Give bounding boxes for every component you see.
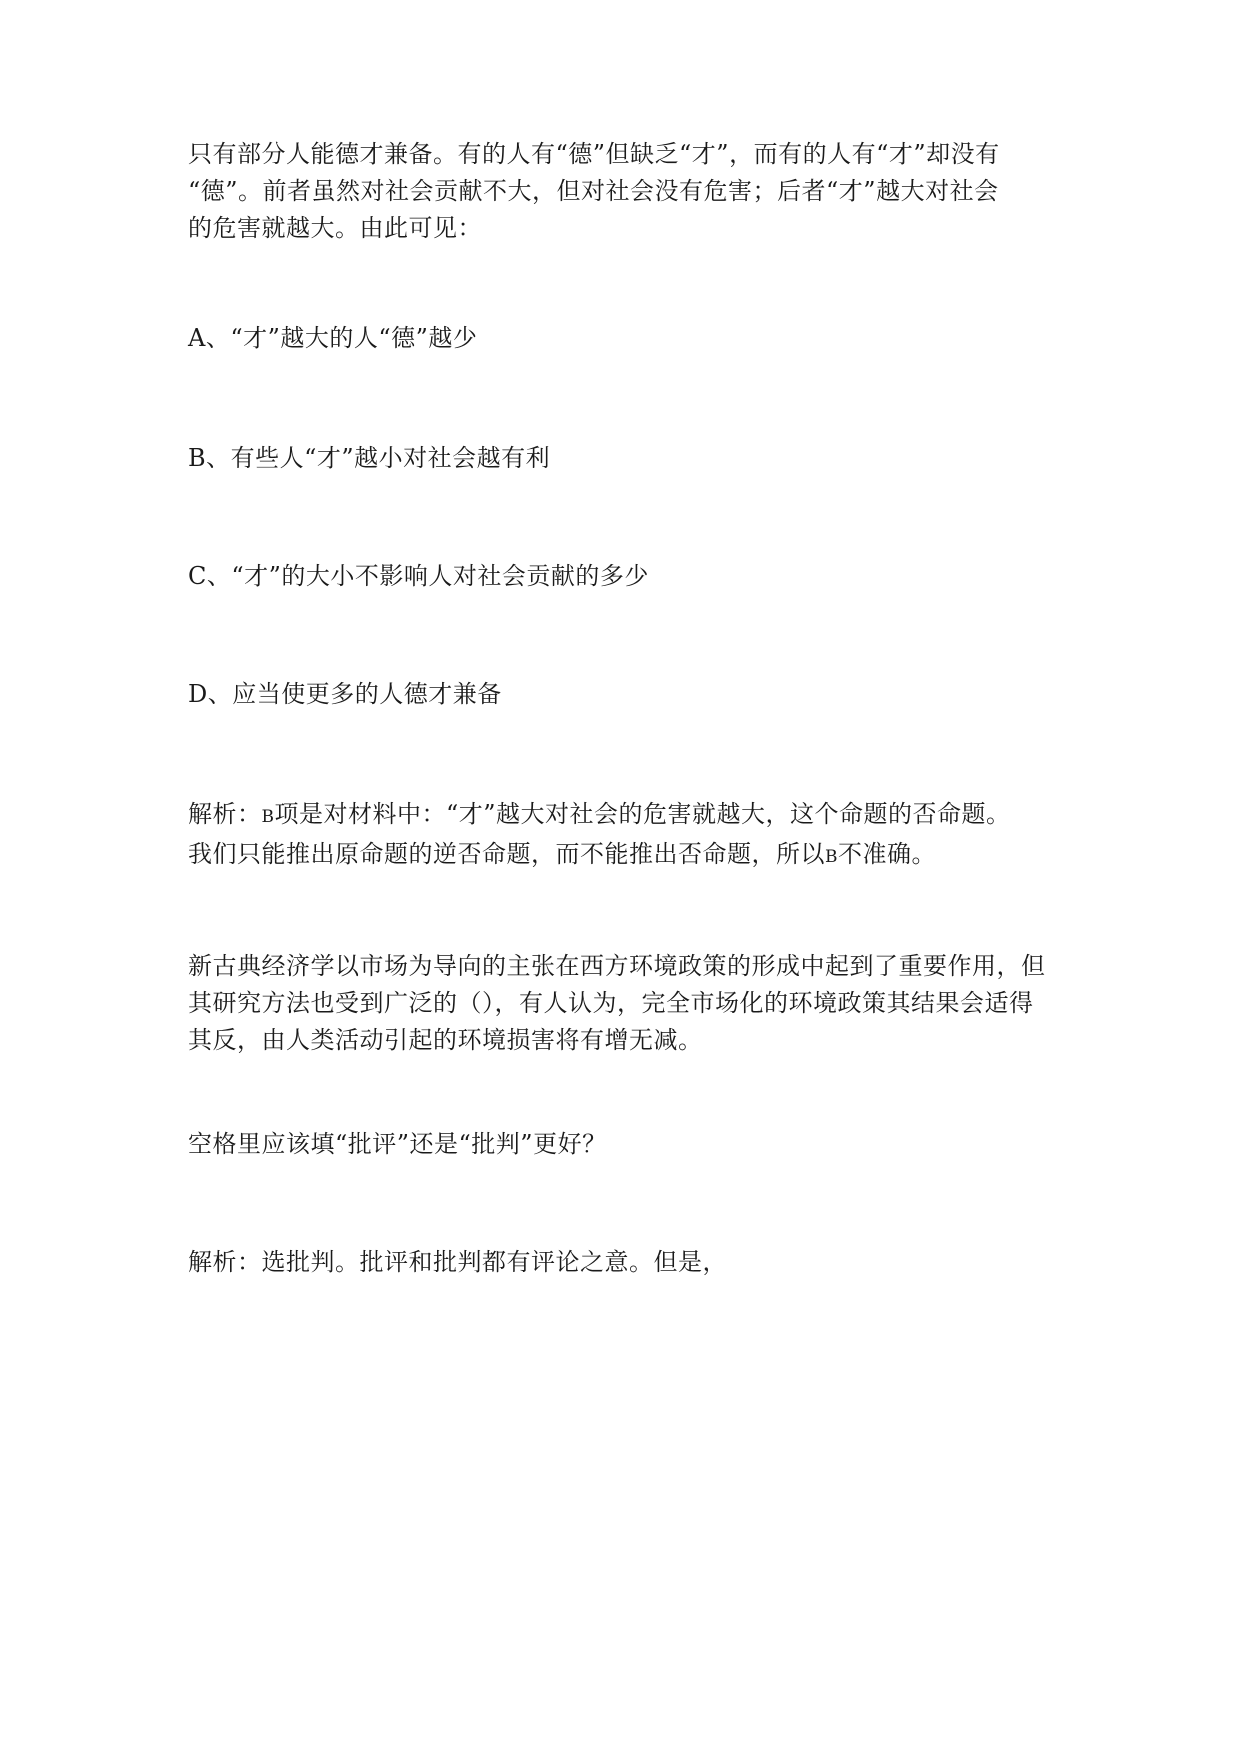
stem-line: “德”。前者虽然对社会贡献不大，但对社会没有危害；后者“才”越大对社会 [188,177,999,205]
stem-line: 新古典经济学以市场为导向的主张在西方环境政策的形成中起到了重要作用，但 [188,952,1046,980]
option-c: C、“才”的大小不影响人对社会贡献的多少 [188,562,649,590]
question1-stem [188,136,1068,247]
option-d: D、应当使更多的人德才兼备 [188,680,502,708]
option-a: A、“才”越大的人“德”越少 [188,324,478,352]
stem-line: 其反，由人类活动引起的环境损害将有增无减。 [188,1026,703,1054]
stem-line: 其研究方法也受到广泛的（），有人认为，完全市场化的环境政策其结果会适得 [188,989,1034,1017]
analysis-prefix: 解析： [188,800,262,828]
analysis-line [188,836,1068,876]
stem-line: 只有部分人能德才兼备。有的人有“德”但缺乏“才”，而有的人有“才”却没有 [188,140,1000,168]
analysis-text: 项是对材料中：“才”越大对社会的危害就越大，这个命题的否命题。 [274,800,1011,828]
question2-analysis: 解析：选批判。批评和批判都有评论之意。但是， [188,1248,727,1276]
analysis-text: 我们只能推出原命题的逆否命题，而不能推出否命题，所以 [188,840,825,868]
question2-stem [188,948,1068,1059]
option-letter: B [825,847,838,867]
analysis-line [188,796,1068,836]
question1-analysis [188,796,1068,876]
stem-line: 的危害就越大。由此可见： [188,214,482,242]
option-b: B、有些人“才”越小对社会越有利 [188,444,551,472]
option-letter: B [261,807,275,827]
question2-prompt: 空格里应该填“批评”还是“批判”更好？ [188,1130,607,1158]
analysis-text: 不准确。 [838,840,936,868]
